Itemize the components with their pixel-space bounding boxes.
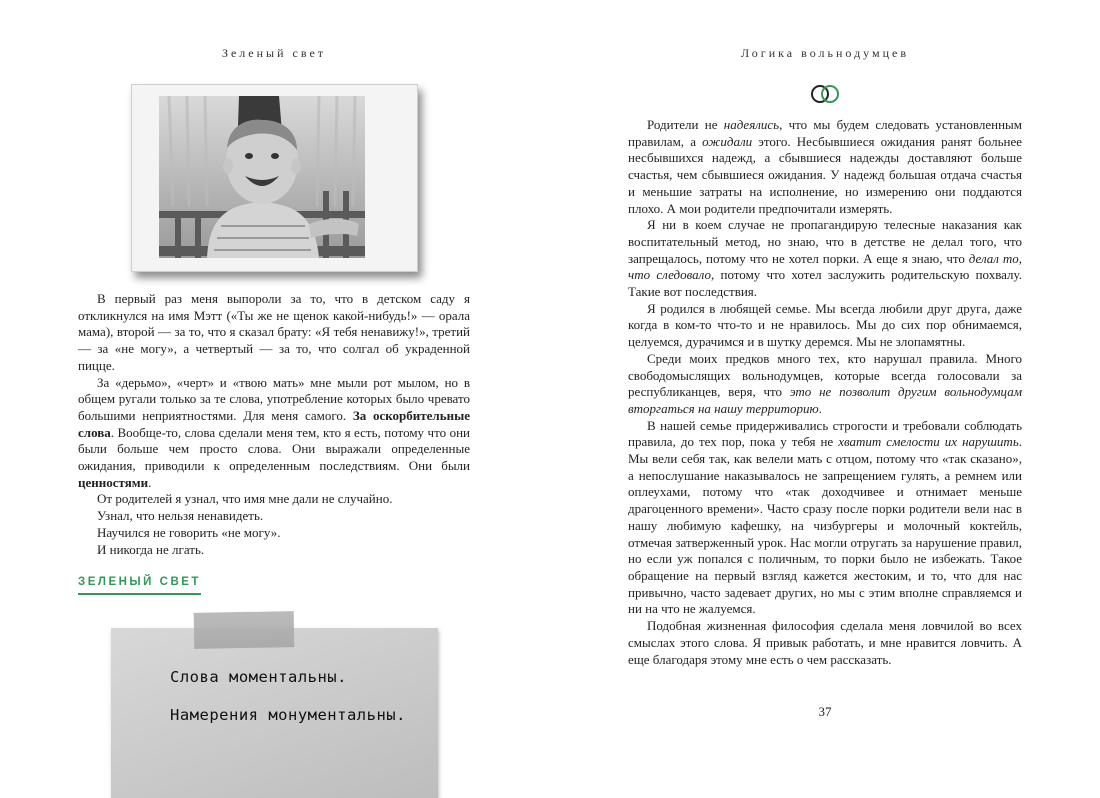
note-line-1: Слова моментальны. — [170, 668, 347, 686]
italic-phrase: делал то, что следовало — [628, 250, 1022, 283]
text-span: За «дерьмо», «черт» и «твою мать» мне мыли рот мылом, но в общем ругали только за те слова, употребление которых было чревато большими неприятностями. Для меня самого. — [78, 374, 470, 423]
text-span: Я ни в коем случае не пропагандирую телесные наказания как воспитательный метод, но знаю, что в детстве не делал того, что запрещалось, потому что не хотел порки. А еще я знаю, что — [628, 217, 1022, 266]
paragraph: В первый раз меня выпороли за то, что в детском саду я откликнулся на имя Мэтт («Ты же не щенок какой-нибудь!» — орала мама), второй — за то, что я сказал брату: «Я тебя ненавижу!», третий — за «не могу», а четвертый — за то, что солгал об украденной пицце. — [78, 291, 470, 373]
paragraph — [628, 351, 1022, 418]
text-span: Среди моих предков много тех, кто нарушал правила. Много свободомыслящих вольнодумцев, которые всегда голосовали за республиканцев, веря, что — [628, 350, 1022, 400]
paragraph — [628, 217, 1022, 301]
text-span: , потому что хотел заслужить родительскую похвалу. Такие вот последствия. — [628, 267, 1022, 300]
bold-phrase: ценностями — [78, 474, 149, 490]
italic-phrase: это не позволит другим вольнодумцам вторгаться на нашу территорию — [628, 384, 1022, 416]
running-head-left — [0, 46, 549, 61]
section-heading-text: ЗЕЛЕНЫЙ СВЕТ — [78, 576, 201, 588]
text-span: . — [818, 400, 822, 416]
running-head-text: Логика вольнодумцев — [740, 46, 910, 60]
short-line: Научился не говорить «не могу». — [97, 524, 281, 540]
paragraph — [628, 117, 1022, 217]
italic-phrase: ожидали — [702, 133, 753, 149]
short-line: Узнал, что нельзя ненавидеть. — [97, 508, 264, 524]
paragraph: Я родился в любящей семье. Мы всегда любили друг друга, даже когда в ком-то что-то и не нравилось. Мы до сих пор обнимаемся, целуемся, дурачимся и в шутку деремся. Мы не злопамятны. — [628, 300, 1022, 350]
baby-photo — [159, 96, 365, 258]
page-number: 37 — [818, 704, 832, 719]
text-span: Родители не — [647, 117, 724, 132]
paragraph — [628, 418, 1022, 618]
section-heading — [78, 576, 201, 595]
baby-photo-frame — [131, 84, 418, 272]
text-span: , что мы будем следовать установленным правилам, а — [628, 117, 1022, 149]
right-body-text — [628, 117, 1022, 668]
short-line: И никогда не лгать. — [97, 541, 205, 557]
bold-phrase: За оскорбительные слова — [78, 407, 470, 440]
text-span: . — [148, 474, 152, 490]
running-head-right — [550, 46, 1100, 61]
text-span: В нашей семье придерживались строгости и требовали соблюдать правила, до тех пор, пока у тебя не — [628, 417, 1022, 450]
paragraph — [78, 375, 470, 492]
left-page — [0, 0, 550, 780]
text-span: . Мы вели себя так, как велели мать с отцом, потому что «так сказано», а непослушание наказывалось не запрещением гулять, а ремнем или оплеухами, потому что «так доходчивее и отнимает меньше драгоценного времени». Часто сразу после порки родители вели нас в нашу любимую кафешку, на чизбургеры и молочный коктейль, отмечая затверженный урок. Нас могли отругать за нарушение правил, но если уж попался с поличным, то порки было не избежать. Такое обращение на первый взгляд кажется жестоким, и то, что для нас привычно, часто задевает других, но мы с этим вполне справляемся и ни на что не жалуемся. — [628, 434, 1022, 617]
paragraph: Подобная жизненная философия сделала меня ловчилой во всех смыслах этого слова. Я привык работать, и мне нравится ловчить. А еще благодаря этому мне есть о чем рассказать. — [628, 618, 1022, 667]
note-line-2: Намерения монументальны. — [170, 706, 406, 724]
text-span: . Вообще-то, слова сделали меня тем, кто я есть, потому что они были больше чем просто слова. Они выражали определенные ожидания, приводили к определенным последствиям. Они были — [78, 424, 470, 474]
italic-phrase: надеялись — [723, 117, 780, 132]
interlocking-rings-icon — [809, 84, 841, 104]
italic-phrase: хватит смелости их нарушить — [838, 434, 1019, 450]
short-line: От родителей я узнал, что имя мне дали не случайно. — [97, 491, 393, 507]
text-span: этого. Несбывшиеся ожидания ранят больнее несбывшихся надежд, а сбывшиеся надежды доставляют больше счастья, чем сбывшиеся ожидания. У надежд большая отдача счастья и меньшие затраты на исполнение, но измерению они поддаются плохо. А мои родители предпочитали измерять. — [628, 133, 1022, 216]
left-body-text — [78, 291, 470, 558]
running-head-text: Зеленый свет — [221, 46, 327, 60]
tape-strip — [194, 611, 295, 649]
